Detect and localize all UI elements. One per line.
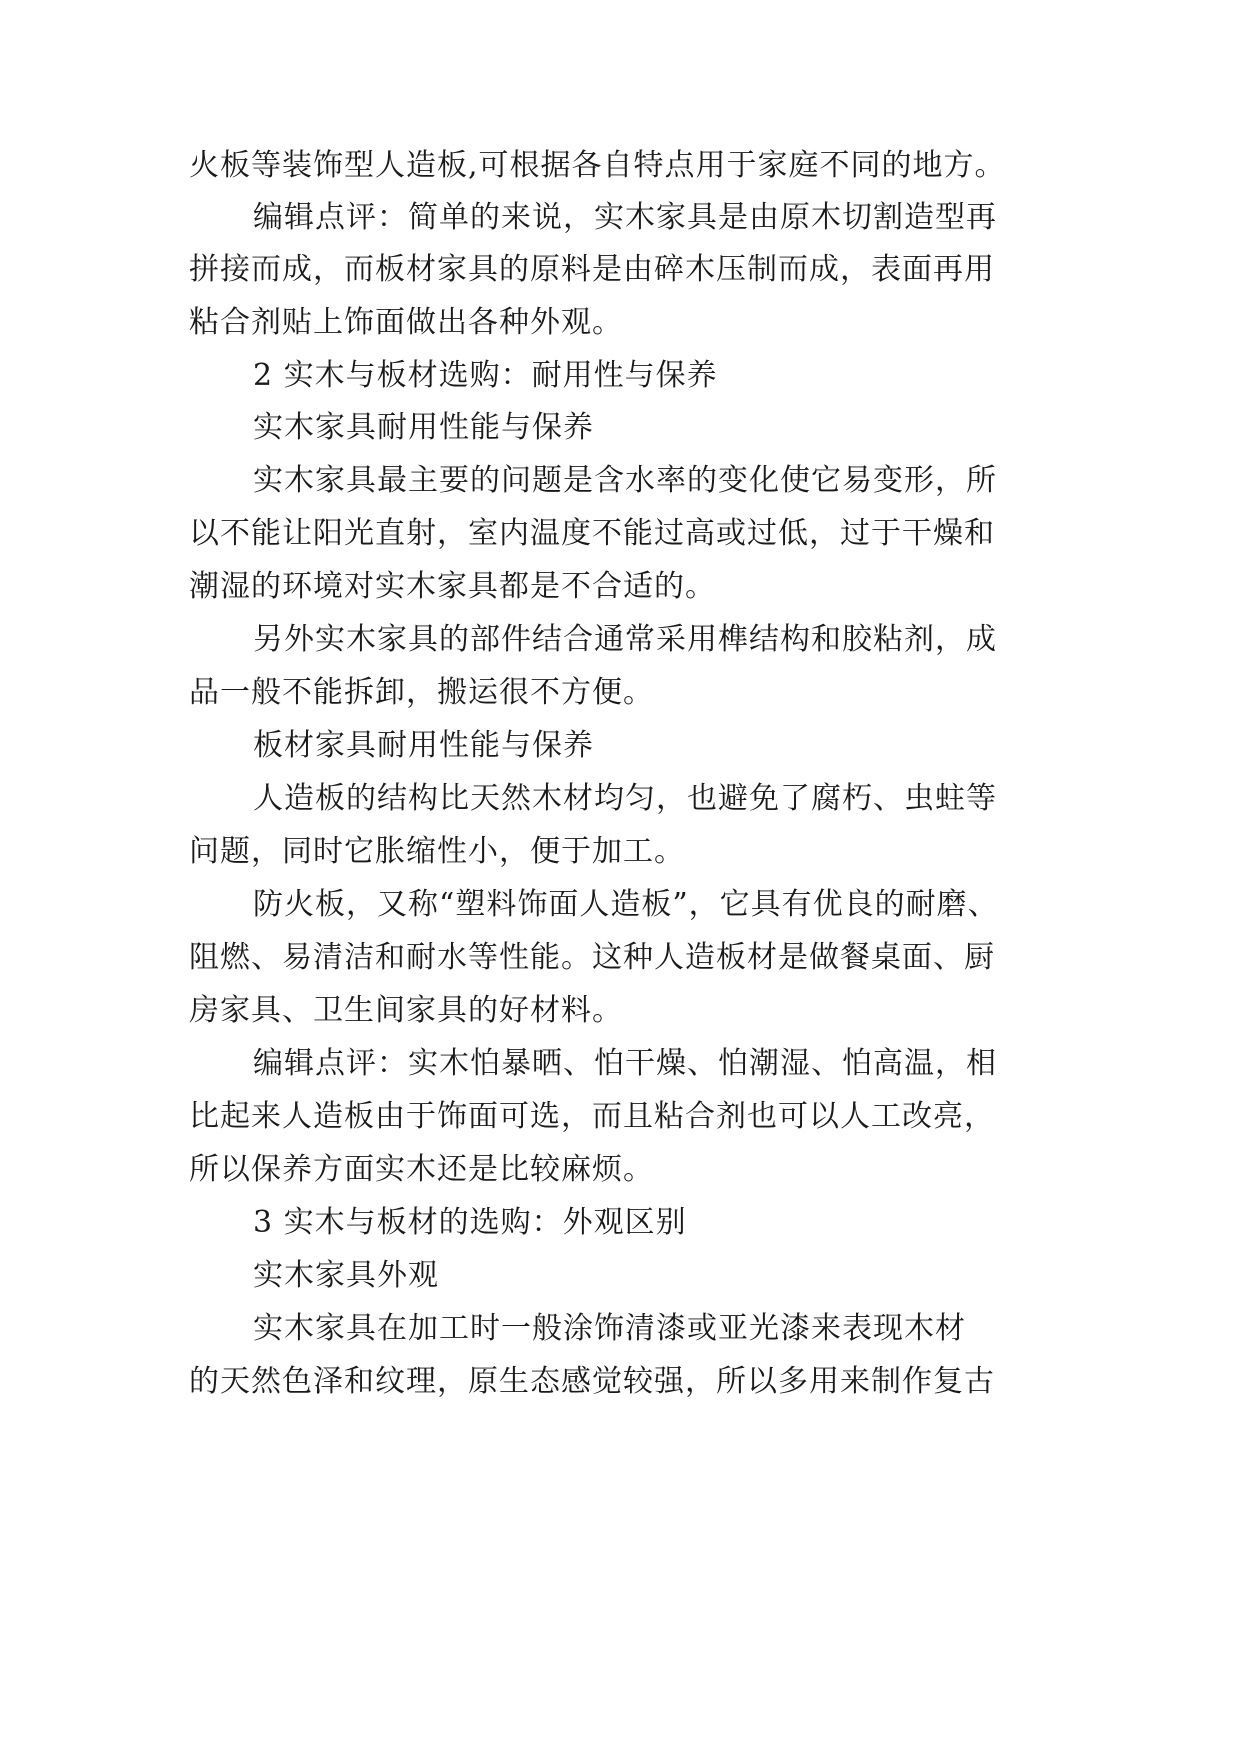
text-line: 火板等装饰型人造板,可根据各自特点用于家庭不同的地方。 bbox=[189, 148, 1006, 183]
text-line: 阻燃、易清洁和耐水等性能。这种人造板材是做餐桌面、厨 bbox=[189, 940, 995, 975]
text-line: 拼接而成，而板材家具的原料是由碎木压制而成，表面再用 bbox=[189, 252, 995, 287]
text-line: 的天然色泽和纹理，原生态感觉较强，所以多用来制作复古 bbox=[189, 1364, 995, 1399]
text-line: 人造板的结构比天然木材均匀，也避免了腐朽、虫蛀等 bbox=[253, 781, 997, 816]
subsection-heading: 板材家具耐用性能与保养 bbox=[253, 728, 594, 763]
text-line: 品一般不能拆卸，搬运很不方便。 bbox=[189, 675, 654, 710]
text-line: 问题，同时它胀缩性小，便于加工。 bbox=[189, 834, 685, 869]
text-line: 编辑点评：实木怕暴晒、怕干燥、怕潮湿、怕高温，相 bbox=[253, 1046, 997, 1081]
text-line: 以不能让阳光直射，室内温度不能过高或过低，过于干燥和 bbox=[189, 516, 995, 551]
text-line: 所以保养方面实木还是比较麻烦。 bbox=[189, 1152, 654, 1187]
text-line: 潮湿的环境对实木家具都是不合适的。 bbox=[189, 569, 716, 604]
section-heading: 2 实木与板材选购：耐用性与保养 bbox=[253, 358, 718, 393]
subsection-heading: 实木家具耐用性能与保养 bbox=[253, 410, 594, 445]
text-line: 编辑点评：简单的来说，实木家具是由原木切割造型再 bbox=[253, 200, 997, 235]
text-line: 比起来人造板由于饰面可选，而且粘合剂也可以人工改亮， bbox=[189, 1099, 995, 1134]
text-line: 防火板，又称“塑料饰面人造板”，它具有优良的耐磨、 bbox=[253, 887, 999, 922]
text-line: 粘合剂贴上饰面做出各种外观。 bbox=[189, 305, 623, 340]
subsection-heading: 实木家具外观 bbox=[253, 1258, 439, 1293]
text-line: 房家具、卫生间家具的好材料。 bbox=[189, 993, 623, 1028]
section-heading: 3 实木与板材的选购：外观区别 bbox=[253, 1205, 687, 1240]
text-line: 另外实木家具的部件结合通常采用榫结构和胶粘剂，成 bbox=[253, 622, 997, 657]
text-line: 实木家具在加工时一般涂饰清漆或亚光漆来表现木材 bbox=[253, 1311, 966, 1346]
text-line: 实木家具最主要的问题是含水率的变化使它易变形，所 bbox=[253, 463, 997, 498]
